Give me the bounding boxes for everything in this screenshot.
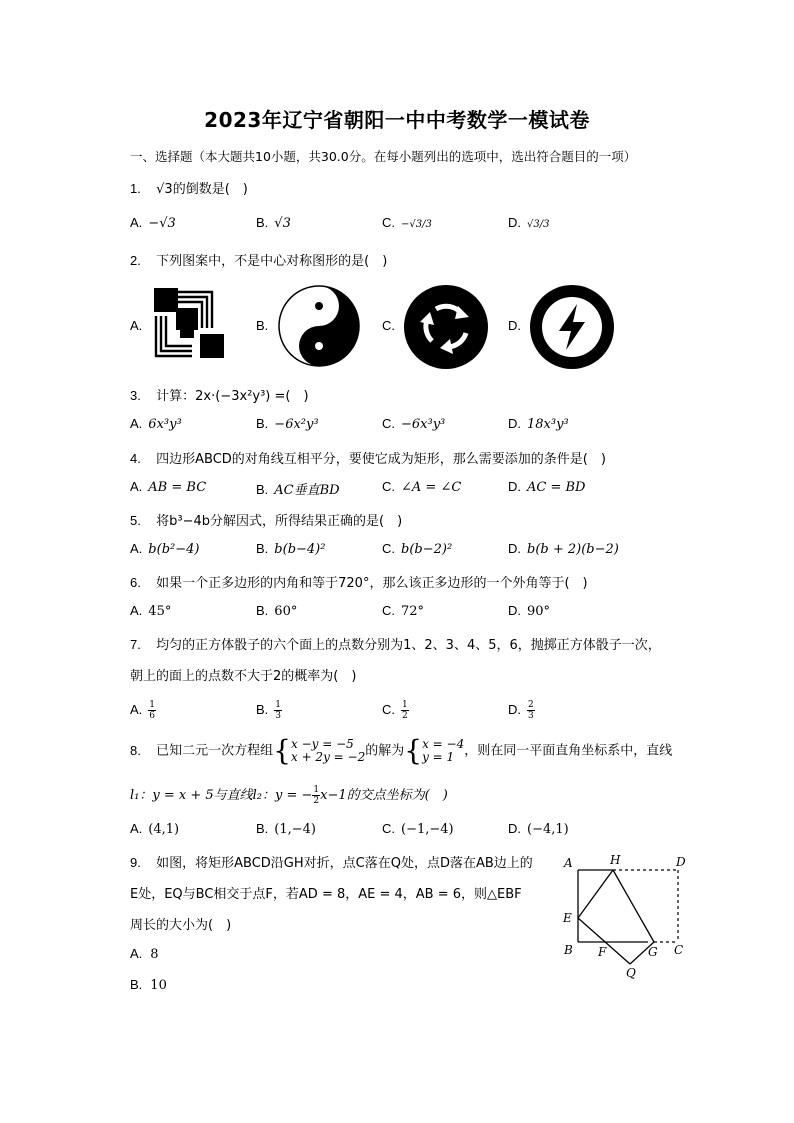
question-number: 8. (130, 742, 141, 758)
question-9 (130, 852, 533, 871)
section-heading: 一、选择题（本大题共10小题，共30.0分。在每小题列出的选项中，选出符合题目的一项） (130, 149, 637, 164)
option-d-lightning-figure (529, 284, 615, 370)
option-text: (4,1) (148, 822, 180, 837)
option-a[interactable] (130, 541, 199, 557)
question-9-line-3 (130, 914, 231, 933)
question-stem: 将b³−4b分解因式，所得结果正确的是( ) (156, 514, 403, 529)
option-b[interactable] (256, 215, 291, 231)
question-number: 1. (130, 181, 141, 196)
option-label: C. (382, 479, 395, 494)
option-label: B. (256, 541, 269, 556)
stem-fraction: $\frac{1}{2}$ (313, 785, 320, 806)
option-text: (−4,1) (527, 822, 569, 837)
option-text: 60° (274, 604, 298, 619)
option-text: −√3/3 (401, 219, 432, 230)
question-stem: 下列图案中，不是中心对称图形的是( ) (156, 254, 388, 269)
option-label: C. (382, 215, 395, 230)
option-label: D. (508, 215, 521, 230)
question-4 (130, 448, 606, 467)
option-b[interactable] (256, 541, 325, 557)
option-d[interactable] (508, 215, 549, 231)
option-label: B. (256, 482, 269, 497)
question-number: 4. (130, 451, 141, 466)
option-label: A. (130, 702, 143, 717)
option-label: A. (130, 821, 143, 836)
option-text: 8 (150, 947, 159, 962)
option-b[interactable] (256, 821, 316, 837)
option-text: b(b + 2)(b−2) (527, 542, 619, 557)
point-label-q: Q (626, 966, 636, 980)
option-text: ∠A = ∠C (401, 480, 462, 495)
option-fraction: $\frac{1}{2}$ (402, 700, 408, 721)
option-text: 72° (401, 604, 425, 619)
question-stem: ，则在同一平面直角坐标系中，直线 (464, 743, 673, 759)
option-label: A. (130, 541, 143, 556)
option-d[interactable] (508, 603, 550, 619)
option-text: b(b²−4) (148, 542, 200, 557)
option-text: −6x²y³ (274, 417, 319, 432)
option-fraction: $\frac{1}{6}$ (149, 700, 156, 721)
option-text: 45° (148, 604, 172, 619)
option-label: B. (256, 416, 269, 431)
option-label: A. (130, 946, 143, 961)
option-a[interactable] (130, 946, 159, 962)
question-7 (130, 634, 661, 653)
option-c[interactable] (382, 215, 432, 231)
option-b[interactable] (130, 977, 167, 993)
question-8-line-2 (130, 784, 448, 806)
page-title: 2023年辽宁省朝阳一中中考数学一模试卷 (204, 108, 590, 132)
question-3 (130, 385, 309, 404)
question-number: 7. (130, 637, 141, 652)
option-text: √3 (274, 216, 291, 231)
question-1 (130, 178, 248, 197)
question-number: 9. (130, 855, 141, 870)
question-number: 5. (130, 513, 141, 528)
question-9-rectangle-fold-figure (558, 850, 698, 985)
option-c[interactable] (382, 416, 445, 432)
question-5 (130, 510, 402, 529)
option-b[interactable] (256, 603, 297, 619)
option-fraction: $\frac{2}{3}$ (528, 700, 534, 721)
option-label: C. (382, 318, 395, 333)
option-d[interactable] (508, 541, 619, 557)
option-a-squares-figure (150, 286, 230, 362)
option-label: A. (130, 416, 143, 431)
point-label-b: B (564, 943, 573, 957)
option-fraction: $\frac{1}{3}$ (275, 700, 282, 721)
option-a[interactable] (130, 479, 206, 495)
question-number: 6. (130, 575, 141, 590)
option-label: D. (508, 318, 521, 333)
option-text: b(b−4)² (274, 542, 326, 557)
question-stem: 四边形ABCD的对角线互相平分，要使它成为矩形，那么需要添加的条件是( ) (156, 452, 606, 467)
option-text: 10 (150, 978, 167, 993)
option-a[interactable] (130, 700, 156, 721)
option-d[interactable] (508, 318, 527, 334)
option-c[interactable] (382, 821, 454, 837)
option-label: C. (382, 702, 395, 717)
option-b[interactable] (256, 318, 274, 334)
option-a[interactable] (130, 603, 171, 619)
question-stem: 朝上的面上的点数不大于2的概率为( ) (130, 669, 357, 684)
option-d[interactable] (508, 821, 569, 837)
option-d[interactable] (508, 700, 535, 721)
option-label: B. (256, 215, 269, 230)
option-text: AC垂直BD (274, 483, 340, 498)
option-a[interactable] (130, 416, 182, 432)
option-a[interactable] (130, 215, 176, 231)
option-c[interactable] (382, 700, 409, 721)
point-label-h: H (610, 853, 621, 867)
option-label: D. (508, 541, 521, 556)
point-label-e: E (563, 911, 572, 925)
option-label: A. (130, 318, 143, 333)
question-9-line-2 (130, 883, 522, 902)
option-label: B. (130, 977, 143, 992)
option-text: 18x³y³ (527, 417, 569, 432)
question-2 (130, 250, 387, 269)
option-c-recycle-figure (403, 284, 489, 370)
option-d[interactable] (508, 416, 569, 432)
option-text: −6x³y³ (401, 417, 446, 432)
option-b[interactable] (256, 479, 340, 498)
question-6 (130, 572, 588, 591)
option-label: A. (130, 603, 143, 618)
point-label-a: A (564, 856, 573, 870)
question-stem: 周长的大小为( ) (130, 918, 232, 933)
option-c[interactable] (382, 603, 424, 619)
option-label: C. (382, 603, 395, 618)
option-a[interactable] (130, 318, 148, 334)
option-text: (−1,−4) (401, 822, 454, 837)
question-stem: 如图，将矩形ABCD沿GH对折，点C落在Q处，点D落在AB边上的 (156, 856, 533, 871)
question-stem: E处，EQ与BC相交于点F，若AD = 8，AE = 4，AB = 6，则△EBF (130, 887, 522, 902)
question-number: 3. (130, 388, 141, 403)
equation-system-2: x = −4 y = 1 (422, 737, 465, 764)
option-label: C. (382, 416, 395, 431)
question-stem: √3的倒数是( ) (156, 182, 248, 197)
option-c[interactable] (382, 318, 401, 334)
point-label-g: G (648, 945, 658, 959)
question-stem: 计算：2x·(−3x²y³) =( ) (156, 389, 309, 404)
option-label: C. (382, 541, 395, 556)
question-stem: 的解为 (365, 743, 405, 759)
question-stem: 均匀的正方体骰子的六个面上的点数分别为1、2、3、4、5，6，抛掷正方体骰子一次， (156, 638, 661, 653)
option-label: B. (256, 821, 269, 836)
option-text: b(b−2)² (401, 542, 453, 557)
option-label: B. (256, 603, 269, 618)
equation-system-1: x −y = −5 x + 2y = −2 (290, 737, 366, 764)
option-label: D. (508, 603, 521, 618)
option-b[interactable] (256, 416, 319, 432)
option-b-yinyang-figure (277, 284, 361, 368)
option-label: C. (382, 821, 395, 836)
question-7-line-2 (130, 665, 356, 684)
question-stem: 已知二元一次方程组 (156, 743, 274, 759)
question-stem: 如果一个正多边形的内角和等于720°，那么该正多边形的一个外角等于( ) (156, 576, 588, 591)
option-text: (1,−4) (274, 822, 317, 837)
question-stem: x−1的交点坐标为( ) (320, 788, 448, 803)
option-label: D. (508, 416, 521, 431)
option-label: D. (508, 702, 521, 717)
option-a[interactable] (130, 821, 179, 837)
option-label: B. (256, 318, 269, 333)
question-8: 8. 已知二元一次方程组{ x −y = −5 x + 2y = −2 的解为{ x = −4 y = 1 ，则在同一平面直角坐标系中，直线 (130, 734, 673, 767)
option-label: A. (130, 479, 143, 494)
option-label: A. (130, 215, 143, 230)
question-number: 2. (130, 253, 141, 268)
option-label: D. (508, 821, 521, 836)
option-text: 90° (527, 604, 551, 619)
option-label: B. (256, 702, 269, 717)
option-text: −√3 (148, 216, 176, 231)
option-text: AC = BD (527, 480, 586, 495)
question-stem: l₁：y = x + 5与直线l₂：y = − (130, 788, 313, 803)
point-label-c: C (674, 943, 684, 957)
point-label-f: F (598, 945, 607, 959)
option-c[interactable] (382, 479, 461, 495)
option-d[interactable] (508, 479, 585, 495)
option-text: √3/3 (527, 219, 550, 230)
option-b[interactable] (256, 700, 282, 721)
option-c[interactable] (382, 541, 452, 557)
option-text: 6x³y³ (148, 417, 182, 432)
option-text: AB = BC (148, 480, 207, 495)
point-label-d: D (676, 855, 686, 869)
option-label: D. (508, 479, 521, 494)
